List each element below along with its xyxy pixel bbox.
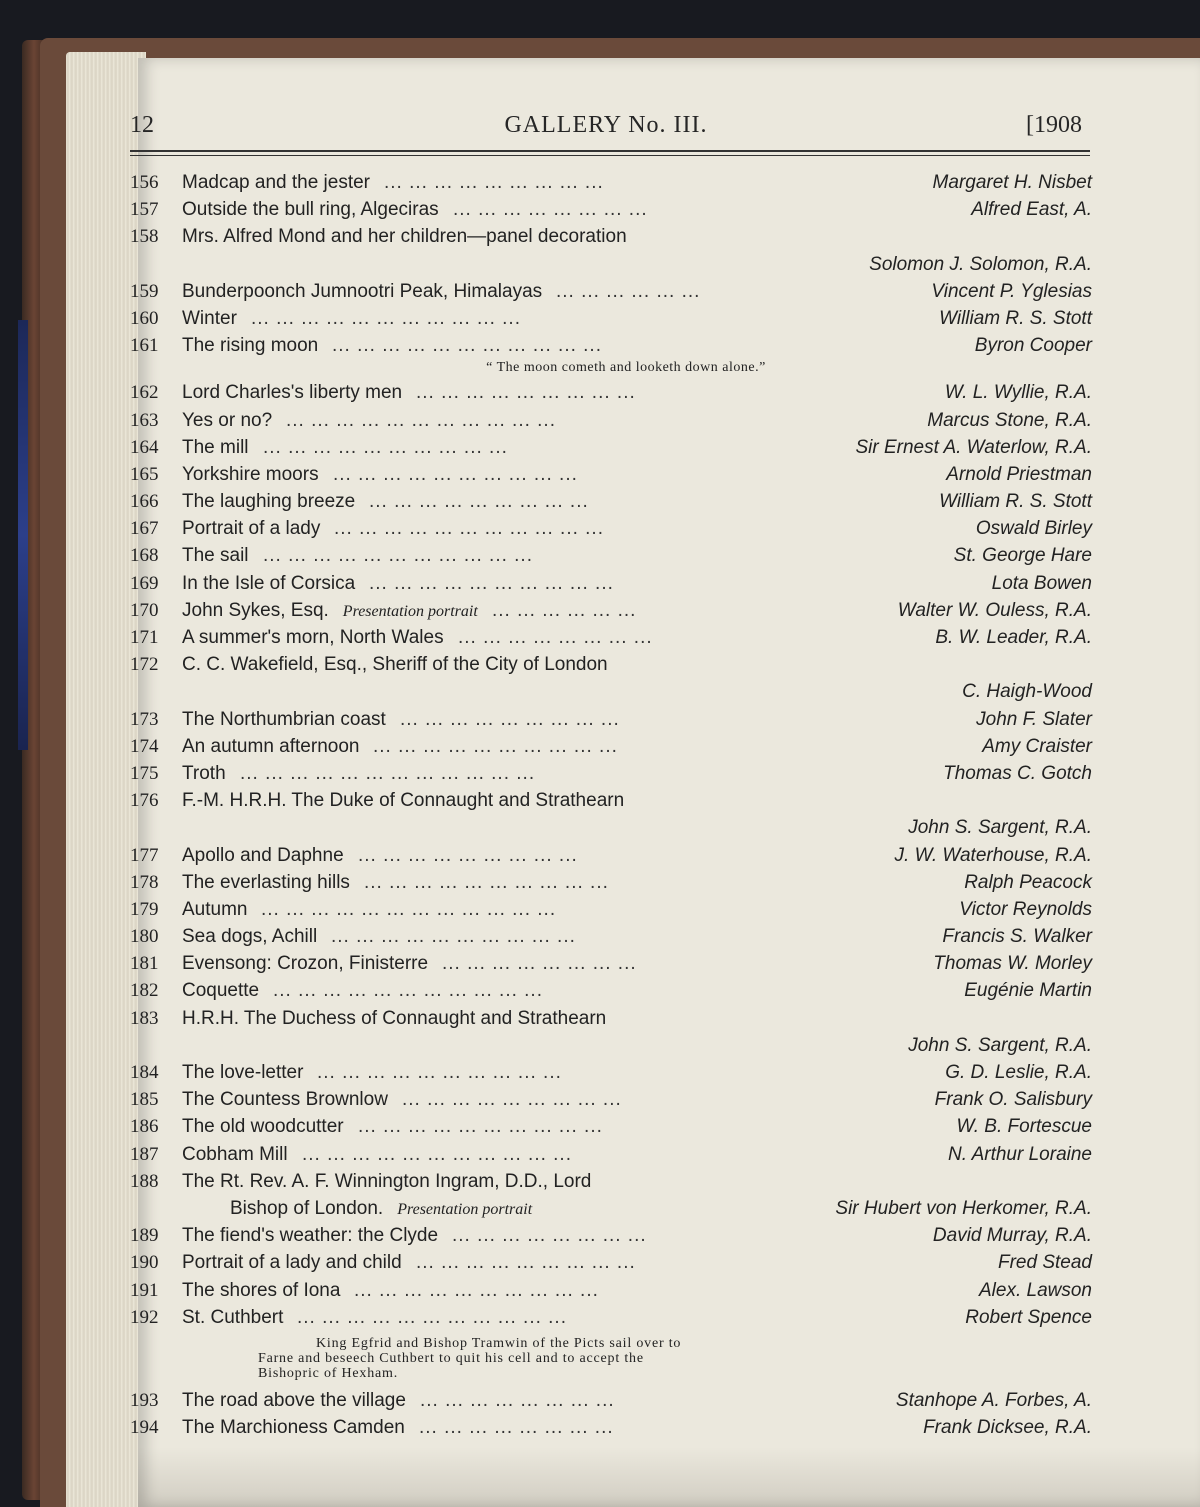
entry-title: Yorkshire moors xyxy=(182,463,319,485)
entry-title: Bunderpoonch Jumnootri Peak, Himalayas xyxy=(182,280,543,302)
leader-dots: ... ... ... ... ... ... ... ... ... ... xyxy=(317,1062,562,1083)
entry-title: A summer's morn, North Wales xyxy=(182,627,444,648)
entry-row xyxy=(130,707,1092,734)
entry-artist: John F. Slater xyxy=(976,708,1092,730)
leader-dots: ... ... ... ... ... ... ... ... xyxy=(442,953,637,975)
leader-dots: ... ... ... ... ... ... ... ... ... xyxy=(400,708,620,730)
entry-title: The laughing breeze xyxy=(182,491,356,513)
leader-dots: ... ... ... ... ... ... ... ... ... xyxy=(384,172,604,193)
leader-dots: ... ... ... ... ... ... ... ... ... ... ... xyxy=(251,307,521,329)
entry-title: The everlasting hills xyxy=(182,871,350,893)
entry-artist: B. W. Leader, R.A. xyxy=(935,627,1092,648)
leader-dots: ... ... ... ... ... ... ... ... ... ... ... xyxy=(334,518,604,540)
entry-row xyxy=(130,516,1092,543)
entry-number: 185 xyxy=(130,1089,159,1111)
entry-row xyxy=(130,652,1092,679)
entry-title: Apollo and Daphne xyxy=(182,844,344,866)
year-label: [1908 xyxy=(1026,112,1082,138)
entry-row xyxy=(130,1388,1092,1415)
entry-number: 181 xyxy=(130,953,159,975)
entry-row xyxy=(130,224,1092,251)
entry-row xyxy=(130,543,1092,570)
entry-number: 160 xyxy=(130,307,159,329)
entry-row xyxy=(130,380,1092,407)
entry-artist: Eugénie Martin xyxy=(964,980,1092,1002)
entry-number: 167 xyxy=(130,518,159,540)
entry-number: 159 xyxy=(130,280,159,302)
entry-description-line: Farne and beseech Cuthbert to quit his cell and to accept the xyxy=(258,1350,644,1366)
leader-dots: ... ... ... ... ... ... ... ... xyxy=(452,1225,647,1247)
entry-title: Mrs. Alfred Mond and her children—panel decoration xyxy=(182,226,627,248)
entry-row xyxy=(130,1305,1092,1332)
entry-title: Yes or no? xyxy=(182,409,273,431)
entry-artist: Alfred East, A. xyxy=(971,199,1092,221)
entry-number: 183 xyxy=(130,1007,159,1029)
entry-number: 193 xyxy=(130,1389,159,1411)
entry-title: Portrait of a lady xyxy=(182,518,321,540)
entry-title: Evensong: Crozon, Finisterre xyxy=(182,953,429,975)
leader-dots: ... ... ... ... ... ... ... ... ... xyxy=(416,1252,636,1274)
entry-row xyxy=(130,408,1092,435)
entry-title: Sea dogs, Achill xyxy=(182,926,318,948)
entry-artist: Thomas C. Gotch xyxy=(943,762,1092,784)
leader-dots: ... ... ... ... ... ... ... ... xyxy=(458,627,653,648)
entry-artist: Solomon J. Solomon, R.A. xyxy=(869,253,1092,275)
entry-title: H.R.H. The Duchess of Connaught and Strathearn xyxy=(182,1007,607,1029)
entry-row xyxy=(130,306,1092,333)
entry-row xyxy=(130,1278,1092,1305)
entry-artist: Ralph Peacock xyxy=(964,871,1092,893)
entry-row xyxy=(130,1223,1092,1250)
entry-title: In the Isle of Corsica xyxy=(182,572,356,594)
entry-title: Winter xyxy=(182,307,237,329)
leader-dots: ... ... ... ... ... ... ... ... ... ... ... xyxy=(297,1306,567,1328)
leader-dots: ... ... ... ... ... ... ... ... ... xyxy=(416,382,636,404)
entry-artist: John S. Sargent, R.A. xyxy=(908,817,1092,839)
entry-row xyxy=(130,978,1092,1005)
leader-dots: ... ... ... ... ... ... ... ... ... ... xyxy=(373,735,618,757)
header-rule xyxy=(130,150,1090,152)
leader-dots: ... ... ... ... ... ... ... ... ... ... xyxy=(369,572,614,594)
leader-dots: ... ... ... ... ... ... ... ... ... xyxy=(402,1089,622,1111)
leader-dots: ... ... ... ... ... ... ... ... xyxy=(453,199,648,221)
entry-number: 180 xyxy=(130,926,159,948)
entry-number: 171 xyxy=(130,627,159,648)
entry-number: 173 xyxy=(130,708,159,730)
leader-dots: ... ... ... ... ... ... ... ... ... ... xyxy=(333,463,578,485)
entry-artist: David Murray, R.A. xyxy=(932,1225,1092,1247)
entry-number: 161 xyxy=(130,335,159,357)
entry-artist: Margaret H. Nisbet xyxy=(932,172,1092,193)
entry-artist: Frank O. Salisbury xyxy=(934,1089,1092,1111)
entry-row xyxy=(130,761,1092,788)
entry-artist: John S. Sargent, R.A. xyxy=(908,1034,1092,1056)
entry-row xyxy=(130,435,1092,462)
entry-title: Lord Charles's liberty men xyxy=(182,382,403,404)
entry-artist: G. D. Leslie, R.A. xyxy=(945,1062,1092,1083)
entry-row xyxy=(130,462,1092,489)
leader-dots: ... ... ... ... ... ... ... ... ... xyxy=(369,491,589,513)
entry-number: 186 xyxy=(130,1116,159,1138)
entry-number: 184 xyxy=(130,1062,159,1083)
entry-title: The sail xyxy=(182,545,249,567)
entry-row xyxy=(130,489,1092,516)
entry-title: The love-letter xyxy=(182,1062,304,1083)
entry-artist: W. B. Fortescue xyxy=(956,1116,1092,1138)
entry-title: St. Cuthbert xyxy=(182,1306,284,1328)
page-number: 12 xyxy=(130,112,154,138)
entry-row xyxy=(130,788,1092,815)
entry-number: 188 xyxy=(130,1170,159,1192)
entry-artist: C. Haigh-Wood xyxy=(962,681,1092,703)
entry-artist: Lota Bowen xyxy=(991,572,1092,594)
entry-title: The Marchioness Camden xyxy=(182,1417,405,1439)
entry-number: 178 xyxy=(130,871,159,893)
entry-description-line: Bishopric of Hexham. xyxy=(258,1365,399,1381)
leader-dots: ... ... ... ... ... ... ... ... ... ... ... ... xyxy=(240,762,536,784)
entry-number: 175 xyxy=(130,762,159,784)
entry-artist: St. George Hare xyxy=(953,545,1092,567)
ribbon-edge xyxy=(18,320,28,750)
entry-row xyxy=(130,1169,1092,1196)
entry-artist: Alex. Lawson xyxy=(978,1279,1092,1301)
entry-artist: Thomas W. Morley xyxy=(933,953,1092,975)
entry-title: The rising moon xyxy=(182,335,319,357)
entry-number: 164 xyxy=(130,436,159,458)
entry-number: 166 xyxy=(130,491,159,513)
entry-artist: Robert Spence xyxy=(965,1306,1092,1328)
entry-number: 163 xyxy=(130,409,159,431)
entry-artist: N. Arthur Loraine xyxy=(948,1143,1092,1165)
entry-artist: Frank Dicksee, R.A. xyxy=(923,1417,1092,1439)
entry-title: Autumn xyxy=(182,898,248,920)
leader-dots: ... ... ... ... ... ... xyxy=(556,280,701,302)
entry-number: 190 xyxy=(130,1252,159,1274)
entry-row xyxy=(130,571,1092,598)
entry-number: 158 xyxy=(130,226,159,248)
entry-title: Outside the bull ring, Algeciras xyxy=(182,199,439,221)
entry-number: 176 xyxy=(130,790,159,812)
page-shadow xyxy=(138,1447,1200,1507)
entry-row xyxy=(130,897,1092,924)
entry-number: 168 xyxy=(130,545,159,567)
entry-artist: William R. S. Stott xyxy=(939,307,1092,329)
entry-artist: Victor Reynolds xyxy=(959,898,1092,920)
entry-number: 194 xyxy=(130,1417,159,1439)
entry-number: 169 xyxy=(130,572,159,594)
entry-row xyxy=(130,197,1092,224)
entry-artist: Sir Ernest A. Waterlow, R.A. xyxy=(855,436,1092,458)
leader-dots: ... ... ... ... ... ... ... ... ... ... xyxy=(263,436,508,458)
entry-number: 177 xyxy=(130,844,159,866)
entry-title: Troth xyxy=(182,762,226,784)
entry-number: 182 xyxy=(130,980,159,1002)
entry-row xyxy=(130,1142,1092,1169)
entry-artist: W. L. Wyllie, R.A. xyxy=(944,382,1092,404)
leader-dots: ... ... ... ... ... ... ... ... ... ... ... ... xyxy=(261,898,557,920)
entry-title: Coquette xyxy=(182,980,260,1002)
entry-row-continued xyxy=(130,1033,1092,1060)
entry-row-continued xyxy=(130,1196,1092,1223)
leader-dots: ... ... ... ... ... ... ... ... ... xyxy=(358,844,578,866)
entry-title: Cobham Mill xyxy=(182,1143,288,1165)
entry-title: The shores of Iona xyxy=(182,1279,341,1301)
entry-number: 170 xyxy=(130,599,159,621)
leader-dots: ... ... ... ... ... ... ... ... ... ... ... xyxy=(263,545,533,567)
entry-row xyxy=(130,734,1092,761)
presentation-note: Presentation portrait xyxy=(397,1200,533,1218)
entry-row-continued xyxy=(130,679,1092,706)
entry-row-continued xyxy=(130,252,1092,279)
entry-row xyxy=(130,870,1092,897)
entry-artist: Francis S. Walker xyxy=(942,926,1092,948)
entry-artist: Amy Craister xyxy=(982,735,1092,757)
entry-number: 179 xyxy=(130,898,159,920)
entry-number: 157 xyxy=(130,199,159,221)
entry-title: The fiend's weather: the Clyde xyxy=(182,1225,439,1247)
entry-artist: Walter W. Ouless, R.A. xyxy=(897,599,1092,621)
entry-number: 165 xyxy=(130,463,159,485)
entry-number: 162 xyxy=(130,382,159,404)
entry-title: C. C. Wakefield, Esq., Sheriff of the City of London xyxy=(182,654,608,676)
entry-row xyxy=(130,1415,1092,1442)
page-header xyxy=(130,112,1082,148)
leader-dots: ... ... ... ... ... ... ... ... ... ... xyxy=(364,871,609,893)
entry-row xyxy=(130,951,1092,978)
leader-dots: ... ... ... ... ... ... ... ... ... ... xyxy=(354,1279,599,1301)
entry-row xyxy=(130,598,1092,625)
entry-title: The Countess Brownlow xyxy=(182,1089,388,1111)
leader-dots: ... ... ... ... ... ... ... ... xyxy=(419,1417,614,1439)
entry-row xyxy=(130,1250,1092,1277)
entry-title: The old woodcutter xyxy=(182,1116,344,1138)
entry-title: The Northumbrian coast xyxy=(182,708,386,730)
entry-artist: Vincent P. Yglesias xyxy=(931,280,1092,302)
entry-title: John Sykes, Esq. Presentation portrait xyxy=(182,599,478,621)
entry-artist: Oswald Birley xyxy=(975,518,1092,540)
entry-number: 174 xyxy=(130,735,159,757)
entry-number: 156 xyxy=(130,172,159,193)
entry-row xyxy=(130,1087,1092,1114)
entry-row xyxy=(130,1114,1092,1141)
entry-artist: Byron Cooper xyxy=(974,335,1092,357)
entry-description-line: King Egfrid and Bishop Tramwin of the Picts sail over to xyxy=(316,1335,682,1351)
entry-row xyxy=(130,625,1092,652)
catalogue-entries xyxy=(130,170,1092,1442)
entry-number: 192 xyxy=(130,1306,159,1328)
leader-dots: ... ... ... ... ... ... ... ... ... ... xyxy=(331,926,576,948)
entry-title: The mill xyxy=(182,436,249,458)
leader-dots: ... ... ... ... ... ... ... ... ... ... ... xyxy=(286,409,556,431)
entry-quote: “ The moon cometh and looketh down alone.” xyxy=(486,360,766,376)
entry-title: F.-M. H.R.H. The Duke of Connaught and Strathearn xyxy=(182,790,625,812)
leader-dots: ... ... ... ... ... ... ... ... ... ... ... xyxy=(332,335,602,357)
header-rule-thin xyxy=(130,155,1090,156)
page-title: GALLERY No. III. xyxy=(504,112,708,138)
entry-title: The Rt. Rev. A. F. Winnington Ingram, D.D., Lord xyxy=(182,1170,592,1192)
entry-row-continued xyxy=(130,815,1092,842)
entry-row xyxy=(130,333,1092,360)
entry-row xyxy=(130,1060,1092,1087)
entry-title: Portrait of a lady and child xyxy=(182,1252,402,1274)
entry-artist: Fred Stead xyxy=(998,1252,1092,1274)
entry-row xyxy=(130,924,1092,951)
entry-artist: Arnold Priestman xyxy=(946,463,1092,485)
entry-title: Madcap and the jester xyxy=(182,172,371,193)
entry-number: 191 xyxy=(130,1279,159,1301)
entry-description xyxy=(130,1332,1092,1388)
entry-number: 172 xyxy=(130,654,159,676)
leader-dots: ... ... ... ... ... ... ... ... ... ... xyxy=(358,1116,603,1138)
entry-artist: Sir Hubert von Herkomer, R.A. xyxy=(835,1197,1092,1219)
leader-dots: ... ... ... ... ... ... ... ... ... ... ... xyxy=(273,980,543,1002)
entry-artist: Stanhope A. Forbes, A. xyxy=(895,1389,1092,1411)
leader-dots: ... ... ... ... ... ... xyxy=(492,599,637,621)
entry-row xyxy=(130,279,1092,306)
presentation-note: Presentation portrait xyxy=(342,602,478,620)
entry-title: The road above the village xyxy=(182,1389,406,1411)
entry-row xyxy=(130,1006,1092,1033)
entry-row xyxy=(130,170,1092,197)
leader-dots: ... ... ... ... ... ... ... ... ... ... ... xyxy=(302,1143,572,1165)
entry-artist: J. W. Waterhouse, R.A. xyxy=(894,844,1092,866)
entry-title-continued: Bishop of London. Presentation portrait xyxy=(230,1197,533,1219)
entry-artist: Marcus Stone, R.A. xyxy=(927,409,1092,431)
leader-dots: ... ... ... ... ... ... ... ... xyxy=(420,1389,615,1411)
entry-title: An autumn afternoon xyxy=(182,735,360,757)
entry-row xyxy=(130,843,1092,870)
entry-number: 187 xyxy=(130,1143,159,1165)
entry-artist: William R. S. Stott xyxy=(939,491,1092,513)
entry-number: 189 xyxy=(130,1225,159,1247)
